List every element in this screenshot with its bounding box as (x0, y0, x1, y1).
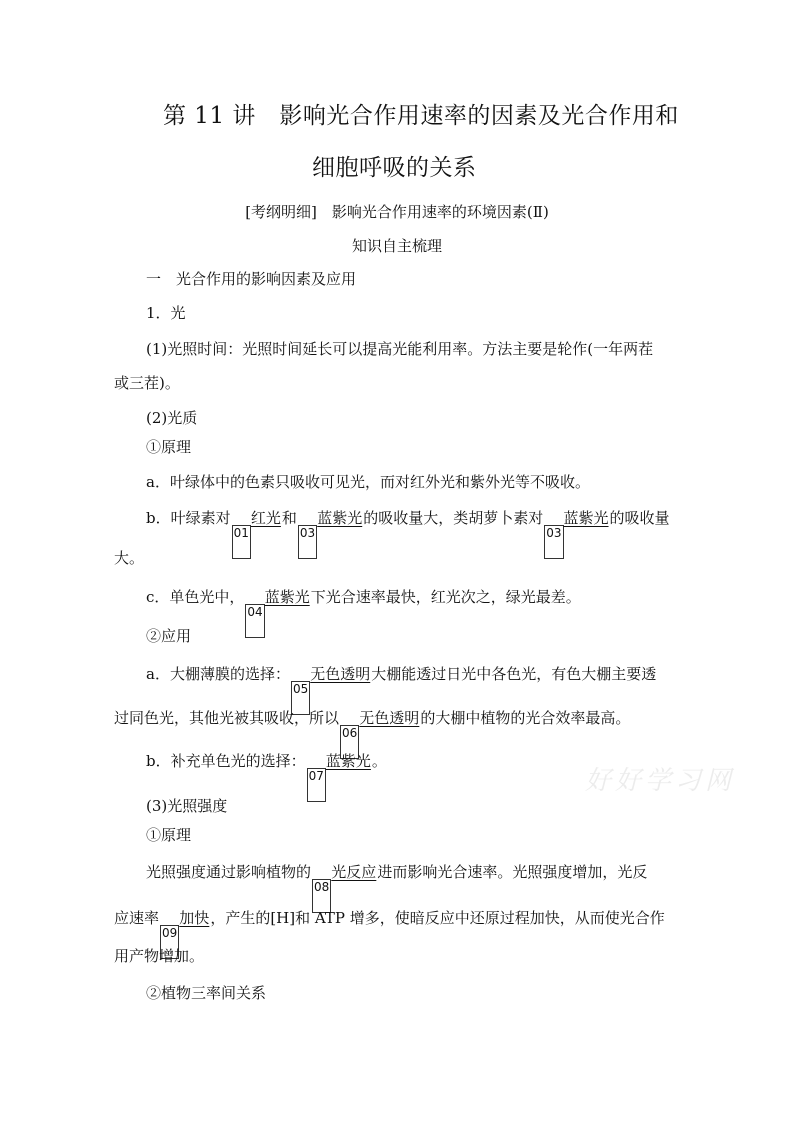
paragraph-light-duration: (1)光照时间：光照时间延长可以提高光能利用率。方法主要是轮作(一年两茬 (146, 340, 654, 358)
page-title-line-2: 细胞呼吸的关系 (312, 155, 477, 181)
blank-number: 03 (544, 525, 563, 559)
syllabus-outline: [考纲明细] 影响光合作用速率的环境因素(Ⅱ) (245, 203, 549, 221)
text-span: 下光合速率最快，红光次之，绿光最差。 (310, 588, 581, 606)
blank-number: 05 (291, 681, 310, 715)
text-span: ，产生的[H]和 ATP 增多，使暗反应中还原过程加快，从而使光合作 (210, 909, 665, 927)
subheading-light-quality: (2)光质 (146, 409, 198, 427)
blank-number: 09 (160, 925, 179, 959)
answer-blank (232, 508, 281, 559)
blank-answer: 无色透明 (359, 709, 420, 727)
answer-blank (312, 862, 376, 913)
subheading-principle-2: ①原理 (146, 826, 192, 844)
blank-answer: 加快 (179, 909, 210, 927)
subheading-principle: ①原理 (146, 438, 192, 456)
text-span: 大棚能透过日光中各色光，有色大棚主要透 (371, 665, 657, 683)
text-span: b．叶绿素对 (146, 509, 231, 527)
subheading-light-intensity: (3)光照强度 (146, 797, 228, 815)
text-span: a．大棚薄膜的选择： (146, 665, 290, 683)
answer-blank (245, 587, 309, 638)
blank-number: 01 (232, 525, 251, 559)
watermark: 好好学习网 (585, 766, 736, 796)
text-span: 过同色光，其他光被其吸收，所以 (114, 709, 340, 727)
blank-answer: 光反应 (331, 863, 377, 881)
text-span: 和 (281, 509, 297, 527)
item-heading-light: 1．光 (146, 304, 186, 322)
paragraph-chlorophyll-cont: 大。 (114, 549, 145, 567)
subheading-application: ②应用 (146, 627, 192, 645)
blank-number: 03 (298, 525, 317, 559)
text-span: 进而影响光合速率。光照强度增加，光反 (377, 863, 648, 881)
blank-answer: 蓝紫光 (325, 752, 371, 770)
paragraph-light-intensity-end: 用产物增加。 (114, 947, 205, 965)
text-span: b．补充单色光的选择： (146, 752, 306, 770)
answer-blank (298, 508, 362, 559)
part-heading: 一 光合作用的影响因素及应用 (146, 270, 357, 288)
blank-number: 07 (307, 768, 326, 802)
subheading-three-rates: ②植物三率间关系 (146, 984, 267, 1002)
text-span: c．单色光中， (146, 588, 245, 606)
paragraph-supplemental-light (146, 751, 387, 802)
paragraph-chlorophyll (146, 508, 670, 559)
text-span: 的大棚中植物的光合效率最高。 (420, 709, 631, 727)
text-span: 。 (371, 752, 387, 770)
paragraph-pigment-absorption: a．叶绿体中的色素只吸收可见光，而对红外光和紫外光等不吸收。 (146, 473, 590, 491)
paragraph-monochromatic (146, 587, 581, 638)
blank-number: 06 (340, 725, 359, 759)
blank-number: 08 (312, 879, 331, 913)
paragraph-light-intensity (146, 862, 647, 913)
blank-answer: 无色透明 (310, 665, 371, 683)
blank-number: 04 (245, 604, 264, 638)
paragraph-light-duration-cont: 或三茬)。 (114, 374, 180, 392)
blank-answer: 蓝紫光 (563, 509, 609, 527)
text-span: 的吸收量 (609, 509, 670, 527)
blank-answer: 蓝紫光 (317, 509, 363, 527)
answer-blank (544, 508, 608, 559)
page-title-line-1: 第 11 讲 影响光合作用速率的因素及光合作用和 (163, 103, 679, 129)
text-span: 的吸收量大，类胡萝卜素对 (363, 509, 544, 527)
blank-answer: 红光 (250, 509, 281, 527)
answer-blank (307, 751, 371, 802)
section-heading: 知识自主梳理 (351, 237, 442, 255)
text-span: 光照强度通过影响植物的 (146, 863, 312, 881)
blank-answer: 蓝紫光 (264, 588, 310, 606)
text-span: 应速率 (114, 909, 160, 927)
